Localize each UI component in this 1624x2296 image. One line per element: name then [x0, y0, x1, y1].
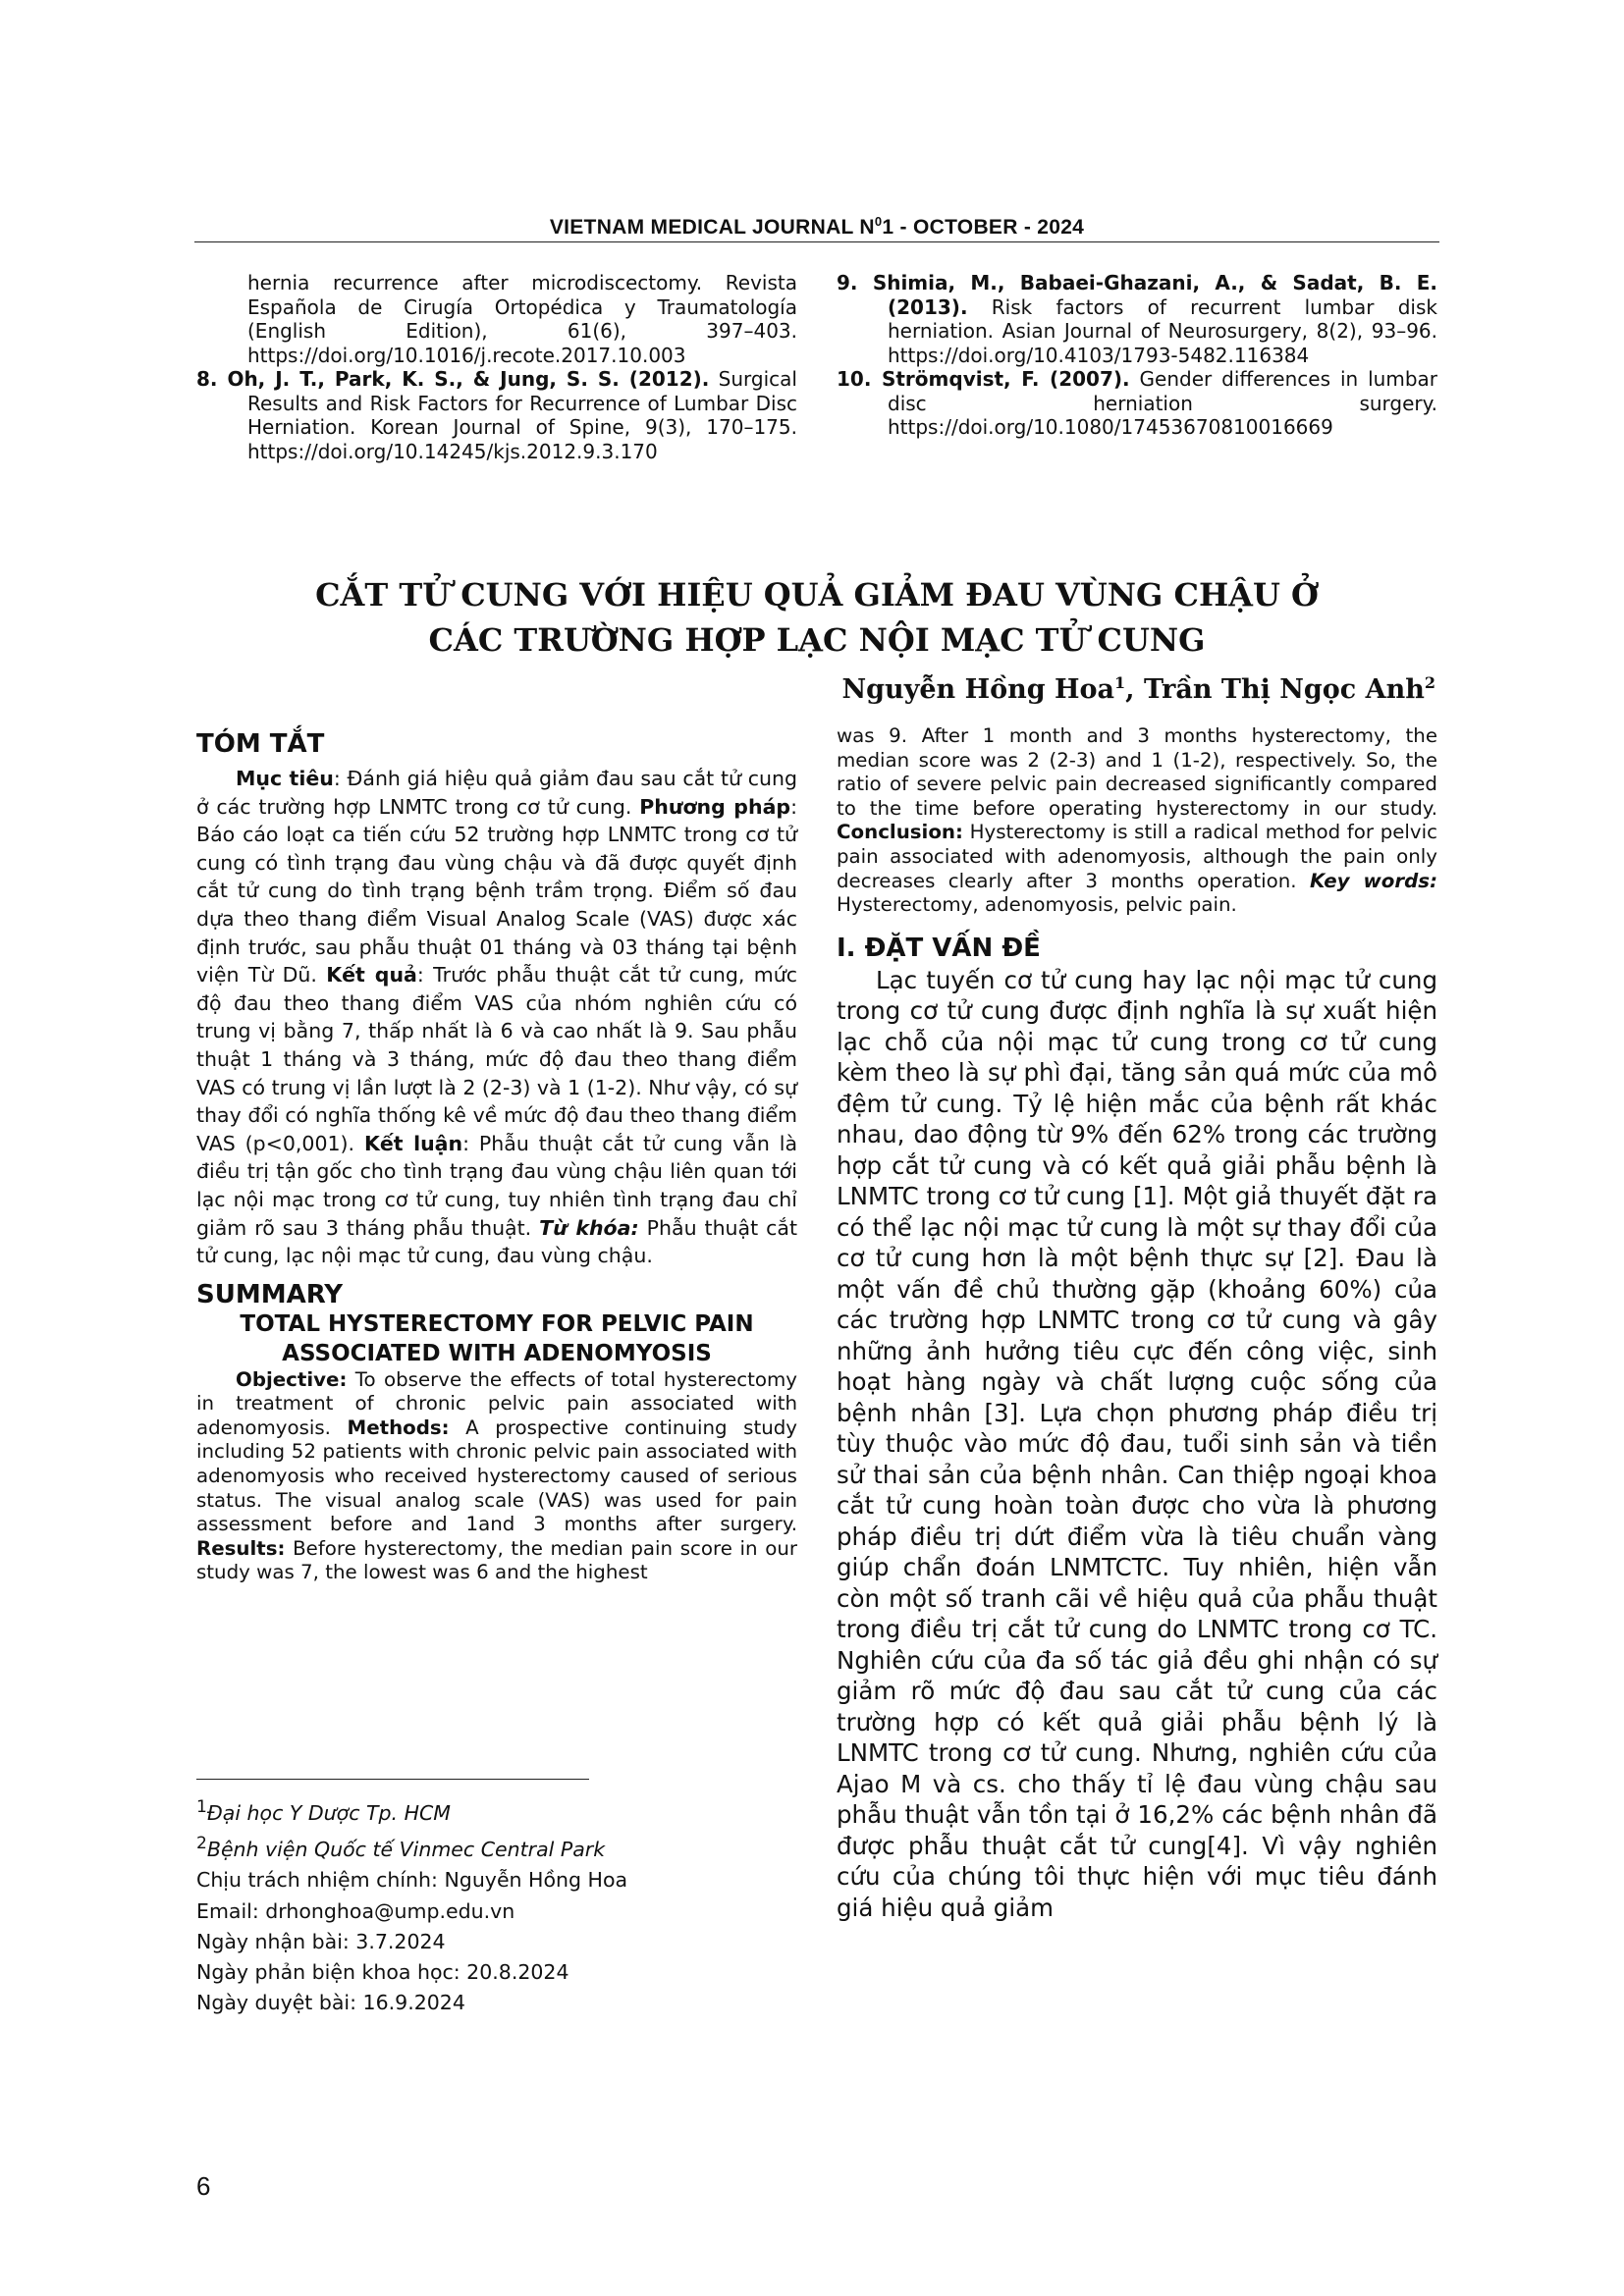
date-accepted: Ngày duyệt bài: 16.9.2024	[196, 1991, 465, 2015]
keywords-label-en: Key words:	[1309, 869, 1437, 892]
right-column	[837, 724, 1437, 1923]
keywords-label-vn: Từ khóa:	[539, 1215, 639, 1240]
objective-label-en: Objective:	[236, 1367, 348, 1391]
results-label-vn: Kết quả	[326, 963, 417, 988]
author-1: Nguyễn Hồng Hoa	[841, 674, 1115, 705]
reference-8	[196, 367, 797, 463]
conclusion-text-en: Hysterectomy is still a radical method for pelvic pain associated with adenomyosis, although the pain only decreases clearly after 3 months operation.	[837, 821, 1437, 892]
references-left	[196, 271, 797, 463]
article-title-line-2: CÁC TRƯỜNG HỢP LẠC NỘI MẠC TỬ CUNG	[428, 621, 1206, 659]
intro-heading: I. ĐẶT VẤN ĐỀ	[837, 933, 1041, 963]
summary-title	[196, 1309, 797, 1368]
keywords-text-vn: Phẫu thuật cắt tử cung, lạc nội mạc tử cung, đau vùng chậu.	[196, 1215, 797, 1268]
header-rule	[194, 241, 1439, 242]
summary-title-line-1: TOTAL HYSTERECTOMY FOR PELVIC PAIN	[240, 1310, 754, 1337]
affiliation-2	[196, 1829, 797, 1865]
corresponding-author: Chịu trách nhiệm chính: Nguyễn Hồng Hoa	[196, 1868, 628, 1893]
results-label-en: Results:	[196, 1536, 286, 1560]
running-header	[194, 214, 1439, 240]
footnotes	[196, 1792, 797, 2019]
summary-body-right	[837, 724, 1437, 918]
summary-title-line-2: ASSOCIATED WITH ADENOMYOSIS	[282, 1340, 712, 1366]
reference-10	[837, 367, 1437, 440]
intro-body: Lạc tuyến cơ tử cung hay lạc nội mạc tử cung trong cơ tử cung được định nghĩa là sự xuất hiện lạc chỗ của nội mạc tử cung trong cơ tử cung kèm theo là sự phì đại, tăng sản quá mức của mô đệm tử cung. Tỷ lệ hiện mắc của bệnh rất khác nhau, dao động từ 9% đến 62% trong các trường hợp cắt tử cung và có kết quả giải phẫu bệnh là LNMTC trong cơ tử cung [1]. Một giả thuyết đặt ra có thể lạc nội mạc tử cung là một sự thay đổi của cơ tử cung hơn là một bệnh thực sự [2]. Đau là một vấn đề chủ thường gặp (khoảng 60%) của các trường hợp LNMTC trong cơ tử cung và gây những ảnh hưởng tiêu cực đến công việc, sinh hoạt hàng ngày và chất lượng cuộc sống của bệnh nhân [3]. Lựa chọn phương pháp điều trị tùy thuộc vào mức độ đau, tuổi sinh sản và tiền sử thai sản của bệnh nhân. Can thiệp ngoại khoa cắt tử cung hoàn toàn được cho vừa là phương pháp điều trị dứt điểm vừa là tiêu chuẩn vàng giúp chẩn đoán LNMTCTC. Tuy nhiên, hiện vẫn còn một số tranh cãi về hiệu quả của phẫu thuật trong điều trị cắt tử cung do LNMTC trong cơ TC. Nghiên cứu của đa số tác giả đều ghi nhận có sự giảm rõ mức độ đau sau cắt tử cung của các trường hợp có kết quả giải phẫu bệnh lý là LNMTC trong cơ tử cung. Nhưng, nghiên cứu của Ajao M và cs. cho thấy tỉ lệ đau vùng chậu sau phẫu thuật vẫn tồn tại ở 16,2% các bệnh nhân đã được phẫu thuật cắt tử cung[4]. Vì vậy nghiên cứu của chúng tôi thực hiện với mục tiêu đánh giá hiệu quả giảm	[837, 965, 1437, 1922]
article-title-line-1: CẮT TỬ CUNG VỚI HIỆU QUẢ GIẢM ĐAU VÙNG CHẬU Ở	[315, 576, 1319, 614]
affiliation-1-mark: 1	[196, 1797, 207, 1817]
abstract-vn-body	[196, 765, 797, 1270]
abstract-vn-heading: TÓM TẮT	[196, 729, 325, 759]
summary-heading: SUMMARY	[196, 1279, 344, 1309]
results-text-vn: : Trước phẫu thuật cắt tử cung, mức độ đau theo thang điểm VAS của nhóm nghiên cứu có trung vị bằng 7, thấp nhất là 6 và cao nhất là 9. Sau phẫu thuật 1 tháng và 3 tháng, mức độ đau theo thang điểm VAS có trung vị lần lượt là 2 (2-3) và 1 (1-2). Như vậy, có sự thay đổi có nghĩa thống kê về mức độ đau theo thang điểm VAS (p<0,001).	[196, 963, 798, 1155]
results-text-en-left: Before hysterectomy, the median pain score in our study was 7, the lowest was 6 and the highest	[196, 1536, 797, 1584]
affiliation-1	[196, 1792, 797, 1829]
affiliation-2-text: Bệnh viện Quốc tế Vinmec Central Park	[206, 1837, 606, 1861]
reference-8-text: Surgical Results and Risk Factors for Recurrence of Lumbar Disc Herniation. Korean Journal of Spine, 9(3), 170–175. https://doi.org/10.14245/kjs.2012.9.3.170	[247, 367, 797, 463]
objective-text-en: To observe the effects of total hysterectomy in treatment of chronic pelvic pain associated with adenomyosis.	[196, 1367, 797, 1439]
reference-9	[837, 271, 1437, 367]
author-1-affiliation: 1	[1114, 673, 1126, 692]
reference-9-authors: 9. Shimia, M., Babaei-Ghazani, A., & Sadat, B. E. (2013).	[837, 271, 1437, 319]
affiliation-2-mark: 2	[196, 1834, 207, 1854]
reference-10-authors: 10. Strömqvist, F. (2007).	[837, 367, 1130, 391]
conclusion-label-vn: Kết luận	[363, 1131, 463, 1155]
keywords-text-en: Hysterectomy, adenomyosis, pelvic pain.	[837, 893, 1237, 917]
reference-8-authors: 8. Oh, J. T., Park, K. S., & Jung, S. S. (2012).	[196, 367, 710, 391]
results-text-en-right: was 9. After 1 month and 3 months hysterectomy, the median score was 2 (2-3) and 1 (1-2), respectively. So, the ratio of severe pelvic pain decreased significantly compared to the time before operating hysterectomy in our study.	[837, 724, 1437, 820]
methods-text-en: A prospective continuing study including 52 patients with chronic pelvic pain associated with adenomyosis who received hysterectomy caused of serious status. The visual analog scale (VAS) was used for pain assessment before and 1and 3 months after surgery.	[196, 1415, 798, 1536]
corresponding-email: Email: drhonghoa@ump.edu.vn	[196, 1898, 515, 1923]
article-authors	[842, 673, 1436, 705]
objective-label-vn: Mục tiêu	[236, 767, 334, 790]
footnote-rule	[196, 1779, 589, 1780]
reference-10-text: Gender differences in lumbar disc herniation surgery. https://doi.org/10.1080/17453670810016669	[888, 367, 1437, 439]
references-right	[837, 271, 1437, 440]
affiliation-1-text: Đại học Y Dược Tp. HCM	[206, 1800, 451, 1825]
author-2: Trần Thị Ngọc Anh	[1143, 674, 1425, 705]
journal-issue: 1 - OCTOBER - 2024	[882, 216, 1085, 239]
summary-body-left	[196, 1368, 797, 1585]
methods-text-vn: : Báo cáo loạt ca tiến cứu 52 trường hợp LNMTC trong cơ tử cung có tình trạng đau vùng chậu và đã được quyết định cắt tử cung do tình trạng bệnh trầm trọng. Điểm số đau dựa theo thang điểm Visual Analog Scale (VAS) được xác định trước, sau phẫu thuật 01 tháng và 03 tháng tại bệnh viện Từ Dũ.	[196, 794, 797, 988]
author-2-affiliation: 2	[1424, 673, 1435, 692]
conclusion-label-en: Conclusion:	[837, 821, 963, 844]
date-reviewed: Ngày phản biện khoa học: 20.8.2024	[196, 1960, 569, 1985]
methods-label-en: Methods:	[347, 1415, 450, 1439]
date-received: Ngày nhận bài: 3.7.2024	[196, 1929, 446, 1953]
left-column	[196, 729, 797, 1585]
methods-label-vn: Phương pháp	[639, 794, 791, 819]
journal-name: VIETNAM MEDICAL JOURNAL N	[549, 216, 875, 239]
article-title	[194, 572, 1439, 663]
author-separator: ,	[1125, 674, 1144, 705]
page-number: 6	[196, 2171, 211, 2201]
reference-9-text: Risk factors of recurrent lumbar disk herniation. Asian Journal of Neurosurgery, 8(2), 93–96. https://doi.org/10.4103/1793-5482.116384	[888, 294, 1437, 367]
reference-7-continued: hernia recurrence after microdiscectomy. Revista Española de Cirugía Ortopédica y Traumatología (English Edition), 61(6), 397–403. https://doi.org/10.1016/j.recote.2017.10.003	[247, 271, 797, 367]
objective-text-vn: : Đánh giá hiệu quả giảm đau sau cắt tử cung ở các trường hợp LNMTC trong cơ tử cung.	[196, 767, 797, 819]
journal-number-sup: 0	[874, 214, 883, 229]
conclusion-text-vn: : Phẫu thuật cắt tử cung vẫn là điều trị tận gốc cho tình trạng đau vùng chậu liên quan tới lạc nội mạc trong cơ tử cung, tuy nhiên tình trạng đau chỉ giảm rõ sau 3 tháng phẫu thuật.	[196, 1131, 798, 1240]
